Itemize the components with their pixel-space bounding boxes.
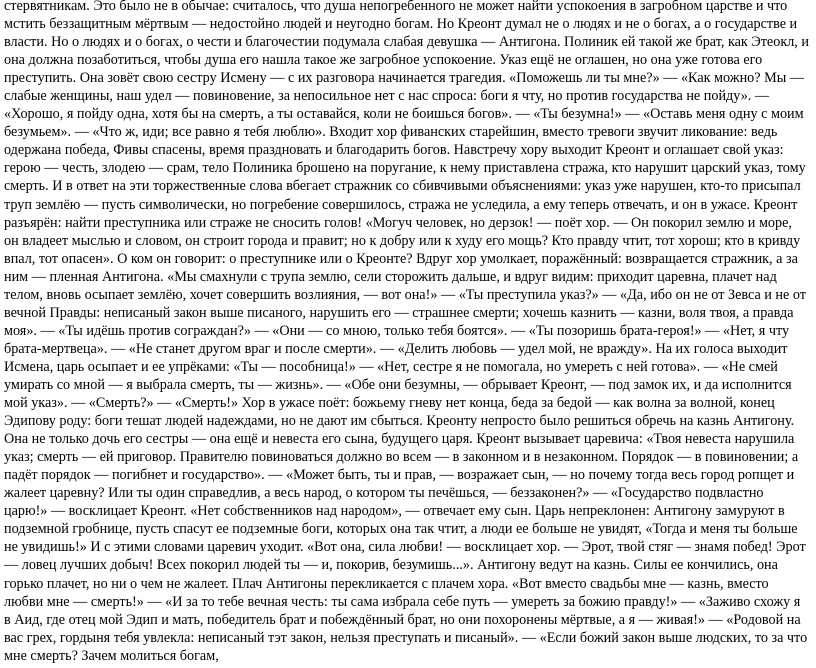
body-text: стервятникам. Это было не в обычае: считалось, что душа непогребенного не может найти успокоения в загробном царстве и что мстить беззащитным мёртвым — недостойно людей и неугодно богам. Но Креонт думал не о людях и не о богах, а о государстве и власти. Но о людях и о богах, о чести и благочестии подумала слабая девушка — Антигона. Полиник ей такой же брат, как Этеокл, и она должна позаботиться, чтобы душа его нашла такое же загробное успокоение. Указ ещё не оглашен, но она уже готова его преступить. Она зовёт свою сестру Исмену — с их разговора начинается трагедия. «Поможешь ли ты мне?» — «Как можно? Мы — слабые женщины, наш удел — повиновение, за непосильное нет с нас спроса: боги я чту, но против государства не пойду». — «Хорошо, я пойду одна, хотя бы на смерть, а ты оставайся, коли не боишься богов». — «Ты безумна!» — «Оставь меня одну с моим безумьем». — «Что ж, иди; все равно я тебя люблю». Входит хор фиванских старейшин, вместо тревоги звучит ликование: ведь одержана победа, Фивы спасены, время праздновать и благодарить богов. Навстречу хору выходит Креонт и оглашает свой указ: герою — честь, злодею — срам, тело Полиника брошено на поругание, к нему приставлена стража, кто нарушит царский указ, тому смерть. И в ответ на эти торжественные слова вбегает стражник со сбивчивыми объяснениями: указ уже нарушен, кто-то присыпал труп землёю — пусть символически, но погребение совершилось, стража не уследила, а ему теперь отвечать, и он в ужасе. Креонт разъярён: найти преступника или страже не сносить голов! «Могуч человек, но дерзок! — поёт хор. — Он покорил землю и море, он владеет мыслью и словом, он строит города и правит; но к добру или к худу его мощь? Кто правду чтит, тот хорош; кто в кривду впал, тот опасен». О ком он говорит: о преступнике или о Креонте? Вдруг хор умолкает, поражённый: возвращается стражник, а за ним — пленная Антигона. «Мы смахнули с трупа землю, сели сторожить дальше, и вдруг видим: приходит царевна, плачет над телом, вновь осыпает землёю, хочет совершить возлияния, — вот она!» — «Ты преступила указ?» — «Да, ибо он не от Зевса и не от вечной Правды: неписаный закон выше писаного, нарушить его — страшнее смерти; хочешь казнить — казни, воля твоя, а правда моя». — «Ты идёшь против сограждан?» — «Они — со мною, только тебя боятся». — «Ты позоришь брата-героя!» — «Нет, я чту брата-мертвеца». — «Не станет другом враг и после смерти». — «Делить любовь — удел мой, не вражду». На их голоса выходит Исмена, царь осыпает и ее упрёками: «Ты — пособница!» — «Нет, сестре я не помогала, но умереть с ней готова». — «Не смей умирать со мной — я выбрала смерть, ты — жизнь». — «Обе они безумны, — обрывает Креонт, — под замок их, и да исполнится мой указ». — «Смерть?» — «Смерть!» Хор в ужасе поёт: божьему гневу нет конца, беда за бедой — как волна за волной, конец Эдипову роду: боги тешат людей надеждами, но не дают им сбыться. Креонту непросто было решиться обречь на казнь Антигону. Она не только дочь его сестры — она ещё и невеста его сына, будущего царя. Креонт вызывает царевича: «Твоя невеста нарушила указ; смерть — ей приговор. Правителю повиноваться должно во всем — в законном и в незаконном. Порядок — в повиновении; а падёт порядок — погибнет и государство». — «Может быть, ты и прав, — возражает сын, — но почему тогда весь город ропщет и жалеет царевну? Или ты один справедлив, а весь народ, о котором ты печёшься, — беззаконен?» — «Государство подвластно царю!» — восклицает Креонт. «Нет собственников над народом», — отвечает ему сын. Царь непреклонен: Антигону замуруют в подземной гробнице, пусть спасут ее подземные боги, которых она так чтит, а люди ее больше не увидят, «Тогда и меня ты больше не увидишь!» И с этими словами царевич уходит. «Вот она, сила любви! — восклицает хор. — Эрот, твой стяг — знамя побед! Эрот — ловец лучших добыч! Всех покорил людей ты — и, покорив, безумишь...». Антигону ведут на казнь. Силы ее кончились, она горько плачет, но ни о чем не жалеет. Плач Антигоны перекликается с плачем хора. «Вот вместо свадьбы мне — казнь, вместо любви мне — смерть!» — «И за то тебе вечная честь: ты сама избрала себе путь — умереть за божию правду!» — «Заживо схожу я в Аид, где отец мой Эдип и мать, победитель брат и побеждённый брат, но они похоронены мёртвые, а я — живая!» — «Родовой на вас грех, гордыня тебя увлекла: неписаный тэт закон, нельзя преступать и писаный». — «Если божий закон выше людских, то за что мне смерть? Зачем молиться богам, [4,0,809,664]
